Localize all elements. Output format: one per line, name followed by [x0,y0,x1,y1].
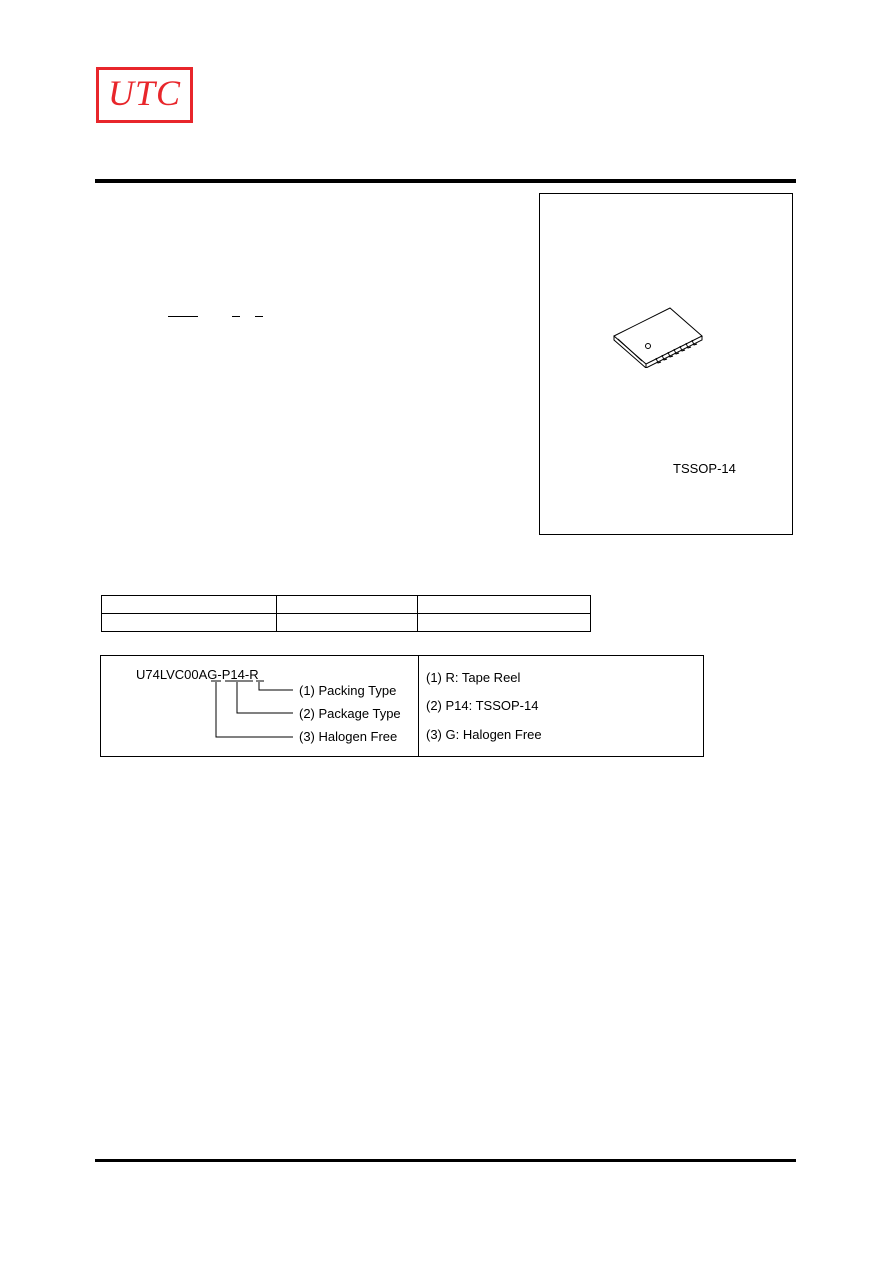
marking-box [100,655,704,757]
legend-package: (2) P14: TSSOP-14 [426,698,539,713]
table-cell [418,614,591,632]
callout-halogen-free: (3) Halogen Free [299,729,398,744]
ordering-table [101,595,591,632]
table-cell [418,596,591,614]
overbar-mark [232,316,240,317]
table-cell [102,614,277,632]
overbar-mark [255,316,263,317]
legend-packing: (1) R: Tape Reel [426,670,521,685]
table-cell [102,596,277,614]
callout-packing-type: (1) Packing Type [299,683,397,698]
package-name: TSSOP-14 [673,461,736,476]
tssop-package-image [612,306,704,368]
callout-package-type: (2) Package Type [299,706,401,721]
legend-halogen: (3) G: Halogen Free [426,727,542,742]
table-row [102,614,591,632]
table-cell [277,596,418,614]
table-row [102,596,591,614]
footer-rule [95,1159,796,1162]
marking-divider [418,656,419,756]
table-cell [277,614,418,632]
utc-logo [96,67,193,123]
logo-text: UTC [107,73,182,113]
overbar-mark [168,316,198,317]
header-rule [95,179,796,183]
part-code: U74LVC00AG-P14-R [136,667,259,682]
